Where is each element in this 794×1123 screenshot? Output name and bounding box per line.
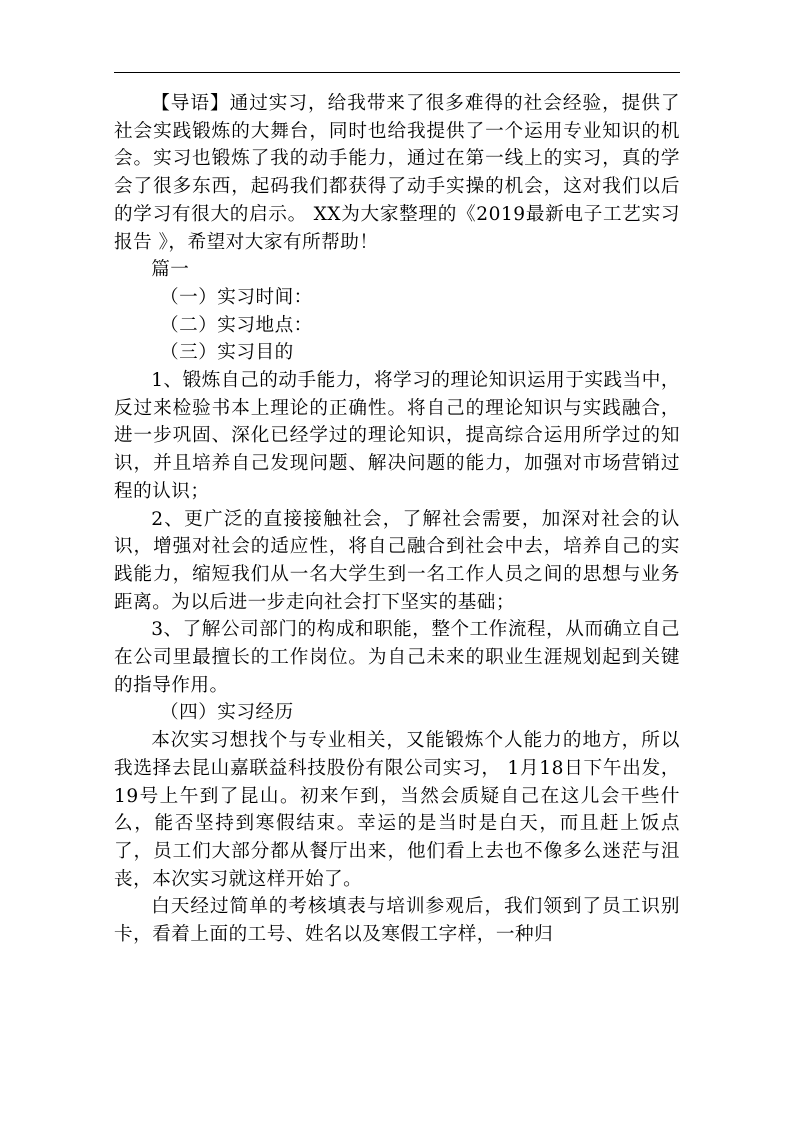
purpose-paragraph-2: 2、更广泛的直接接触社会，了解社会需要，加深对社会的认识，增强对社会的适应性，将自己融合到社会中去，培养自己的实践能力，缩短我们从一名大学生到一名工作人员之间的思想与业务距离。为以后进一步走向社会打下坚实的基础；	[114, 508, 680, 613]
intro-paragraph: 【导语】通过实习，给我带来了很多难得的社会经验，提供了社会实践锻炼的大舞台，同时也给我提供了一个运用专业知识的机会。实习也锻炼了我的动手能力，通过在第一线上的实习，真的学会了很多东西，起码我们都获得了动手实操的机会，这对我们以后的学习有很大的启示。 XX为大家整理的《2019最新电子工艺实习报告 》，希望对大家有所帮助！	[114, 93, 680, 253]
section-title: 篇一	[151, 259, 190, 281]
item-time: （一）实习时间：	[160, 286, 313, 308]
experience-paragraph-1: 本次实习想找个与专业相关，又能锻炼个人能力的地方，所以我选择去昆山嘉联益科技股份有限公司实习， 1月18日下午出发，19号上午到了昆山。初来乍到，当然会质疑自己在这儿会干些什么，能否坚持到寒假结束。幸运的是当时是白天，而且赶上饭点了，员工们大部分都从餐厅出来，他们看上去也不像多么迷茫与沮丧，本次实习就这样开始了。	[114, 730, 680, 890]
purpose-paragraph-3: 3、了解公司部门的构成和职能，整个工作流程，从而确立自己在公司里最擅长的工作岗位。为自己未来的职业生涯规划起到关键的指导作用。	[114, 619, 680, 696]
header-rule	[114, 72, 680, 73]
document-body	[114, 90, 680, 949]
item-place: （二）实习地点：	[160, 314, 313, 336]
experience-title: （四）实习经历	[160, 702, 294, 724]
purpose-paragraph-1: 1、锻炼自己的动手能力，将学习的理论知识运用于实践当中，反过来检验书本上理论的正确性。将自己的理论知识与实践融合，进一步巩固、深化已经学过的理论知识，提高综合运用所学过的知识，并且培养自己发现问题、解决问题的能力，加强对市场营销过程的认识；	[114, 370, 680, 502]
experience-paragraph-2: 白天经过简单的考核填表与培训参观后，我们领到了员工识别卡，看着上面的工号、姓名以及寒假工字样，一种归	[114, 896, 680, 946]
item-purpose: （三）实习目的	[160, 342, 294, 364]
